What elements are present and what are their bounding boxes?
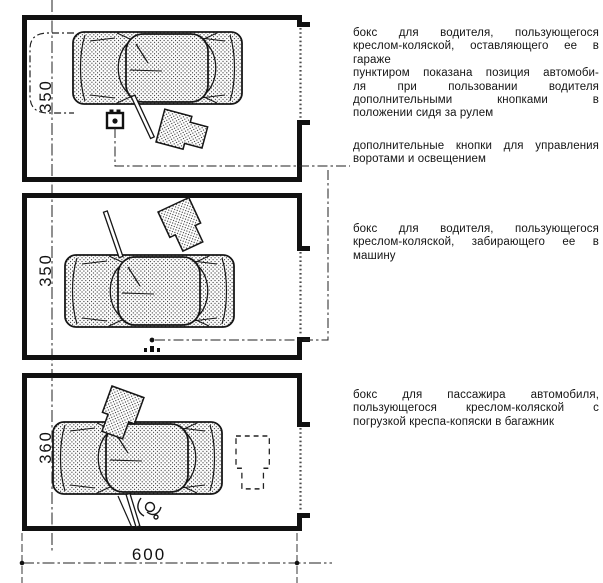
wall	[22, 355, 302, 360]
annotation-block-1	[353, 27, 599, 121]
gate-jamb	[297, 422, 310, 427]
wall	[297, 342, 302, 360]
control-buttons-icon	[107, 110, 123, 129]
annotation-line: погрузкой креспа-копяски в багажник	[353, 415, 555, 428]
annotation-buttons-label	[353, 140, 599, 167]
garage-plan-3	[22, 373, 310, 531]
threshold-mark	[144, 346, 160, 352]
gate-jamb	[297, 246, 310, 251]
wall	[22, 15, 27, 182]
dimension-label-garage-length: 600	[131, 545, 167, 564]
car-icon	[73, 32, 242, 104]
gate-jamb	[297, 120, 310, 125]
annotation-line: дополнительными кнопками в	[353, 93, 599, 106]
annotation-line: бокс для водителя, пользующегося	[353, 27, 599, 39]
annotation-line: положении сидя за рулем	[353, 107, 494, 120]
annotation-line: дополнительные кнопки для управления	[353, 140, 599, 152]
annotation-line: бокс для пассажира автомобиля,	[353, 389, 599, 401]
wall	[22, 193, 302, 198]
gate-jamb	[297, 513, 310, 518]
annotation-block-2	[353, 223, 599, 263]
dimension-label-garage2-depth: 350	[37, 253, 55, 287]
wall	[297, 125, 302, 182]
annotation-block-3	[353, 389, 599, 429]
annotation-line: машину	[353, 249, 396, 262]
wall	[22, 177, 302, 182]
annotation-line: воротами и освещением	[353, 153, 487, 166]
annotation-line: креслом-коляской, забирающего ее в	[353, 236, 599, 249]
garage-plan-1	[22, 15, 350, 182]
car-icon	[53, 422, 222, 494]
car-icon	[65, 255, 234, 327]
wall	[22, 373, 302, 378]
annotation-line: гараже	[353, 53, 391, 66]
wheelchair-icon	[158, 198, 208, 254]
wall	[22, 15, 302, 20]
annotation-line: пользующегося креслом-коляской с	[353, 402, 599, 415]
wall	[297, 373, 302, 422]
open-car-door	[126, 493, 140, 527]
open-car-door	[103, 211, 122, 258]
annotation-line: ля при пользовании водителя	[353, 80, 599, 93]
wall	[297, 518, 302, 531]
wall	[297, 15, 302, 22]
dimension-label-garage3-depth: 360	[37, 430, 55, 464]
wall	[22, 526, 302, 531]
wheelchair-dashed-trunk-position	[236, 436, 269, 489]
person-figure	[138, 498, 161, 519]
annotation-line: бокс для водителя, пользующегося	[353, 223, 599, 235]
wall	[22, 193, 27, 360]
wheelchair-icon	[156, 109, 209, 154]
annotation-line: пунктиром показана позиция автомоби-	[353, 67, 599, 80]
wall	[297, 193, 302, 246]
annotation-line: креслом-коляской, оставляющего ее в	[353, 40, 599, 53]
garage-plan-2	[22, 167, 328, 360]
dimension-label-garage1-depth: 350	[37, 79, 55, 113]
gate-jamb	[297, 22, 310, 27]
buttons-point	[150, 338, 155, 343]
wall	[22, 373, 27, 531]
